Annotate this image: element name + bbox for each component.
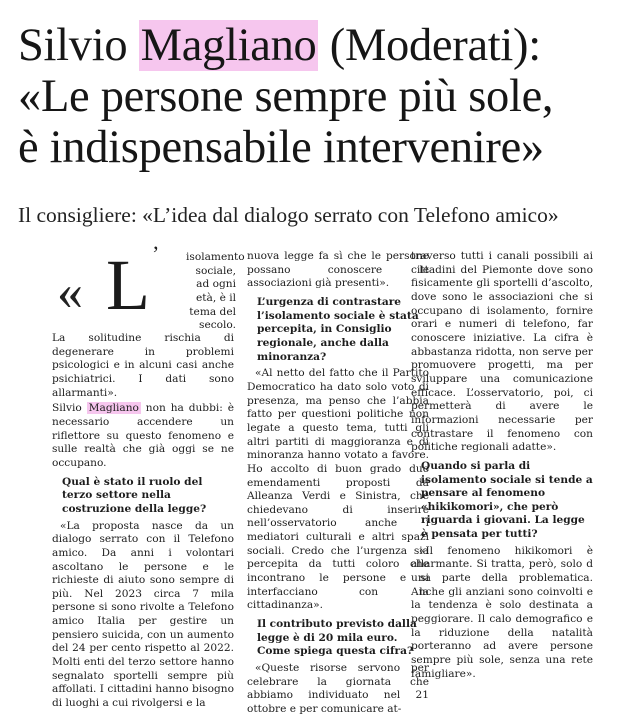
headline-party: (Moderati): — [329, 20, 541, 71]
paragraph-magliano — [52, 402, 234, 470]
name-highlighted: Magliano — [88, 402, 139, 415]
paragraph-magliano-text: non ha dubbi: è necessario accendere un riflettore su questo fenomeno e sulle realtà che già oggi se ne occupano. — [52, 402, 234, 469]
answer-1-continued: nuova legge fa sì che le persone possano conoscere le associazioni già presenti». — [247, 250, 429, 290]
drop-cap-block — [52, 241, 245, 333]
headline-line-1 — [18, 20, 618, 71]
headline-line-3: è indispensabile intervenire» — [18, 122, 544, 173]
article-column-2 — [247, 250, 429, 717]
article-column-1 — [52, 241, 245, 711]
drop-cap-apostrophe: ’ — [152, 241, 160, 266]
question-2: L’urgenza di contrastare l’isolamento sociale è stata percepita, in Consiglio regionale, anche dalla minoranza? — [257, 295, 419, 363]
answer-3: «Queste risorse servono per celebrare la giornata che abbiamo individuato nel 21 ottobre e per comunicare at- — [247, 662, 429, 715]
question-3: Il contributo previsto dalla legge è di 20 mila euro. Come spiega questa cifra? — [257, 618, 417, 658]
drop-cap-letter: L — [106, 245, 150, 325]
answer-3-continued: traverso tutti i canali possibili ai cittadini del Piemonte dove sono fisicamente gli sportelli d’ascolto, dove sono le associazioni che si occupano di isolamento, fornire orari e numeri di telefono, far conoscere iniziative. La cifra è abbastanza ridotta, non serve per promuovere progetti, ma per sviluppare una comunicazione efficace. L’osservatorio, poi, ci permetterà di avere le informazioni necessarie per contrastare il fenomeno con politiche regionali adatte». — [411, 250, 593, 454]
column-1-body — [52, 332, 234, 711]
paragraph-intro: La solitudine rischia di degenerare in problemi psicologici e in alcuni casi anche psichiatrici. I dati sono allarmanti». — [52, 332, 234, 399]
question-4: Quando si parla di isolamento sociale si tende a pensare al fenomeno «hikikomori», che però riguarda i giovani. La legge è pensata per tutti? — [421, 459, 593, 541]
answer-1: «La proposta nasce da un dialogo serrato con il Telefono amico. Da anni i volontari ascoltano le persone e le richieste di aiuto sono sempre di più. Nel 2023 circa 7 mila persone si sono rivolte a Telefono amico Italia per gestire un pensiero suicida, con un aumento del 24 per cento rispetto al 2022. Molti enti del terzo settore hanno segnalato sportelli sempre più affollati. I cittadini hanno bisogno di luoghi a cui rivolgersi e la — [52, 519, 234, 710]
headline-highlighted-surname: Magliano — [140, 20, 317, 71]
article-column-3 — [411, 250, 593, 681]
answer-2: «Al netto del fatto che il Partito Democratico ha dato solo voto di presenza, ma penso che l’abbia fatto per questioni politiche non legate a questo tema, tutti gli altri partiti di maggioranza e di minoranza hanno votato a favore. Ho accolto di buon grado due emendamenti proposti da Alleanza Verdi e Sinistra, che chiedevano di inserire nell’osservatorio anche i mediatori culturali e altri spazi sociali. Credo che l’urgenza sia percepita da tutti coloro che incontrano le persone e si interfacciano con la cittadinanza». — [247, 367, 429, 612]
headline-line-2: «Le persone sempre più sole, — [18, 71, 554, 122]
drop-cap-text: isolamento sociale, ad ogni età, è il tema del secolo. — [186, 251, 245, 332]
subheadline: Il consigliere: «L’idea dal dialogo serrato con Telefono amico» — [18, 203, 559, 227]
name-first: Silvio — [52, 402, 82, 415]
headline — [18, 20, 618, 173]
answer-4: «Il fenomeno hikikomori è allarmante. Si tratta, però, solo d una parte della problematica. Anche gli anziani sono coinvolti e la tendenza è solo destinata a peggiorare. Il calo demografico e la riduzione della natalità porteranno ad avere persone sempre più sole, senza una rete famigliare». — [411, 544, 593, 680]
headline-first-name: Silvio — [18, 20, 128, 71]
opening-quote-mark: « — [57, 264, 83, 321]
question-1: Qual è stato il ruolo del terzo settore nella costruzione della legge? — [62, 475, 207, 515]
